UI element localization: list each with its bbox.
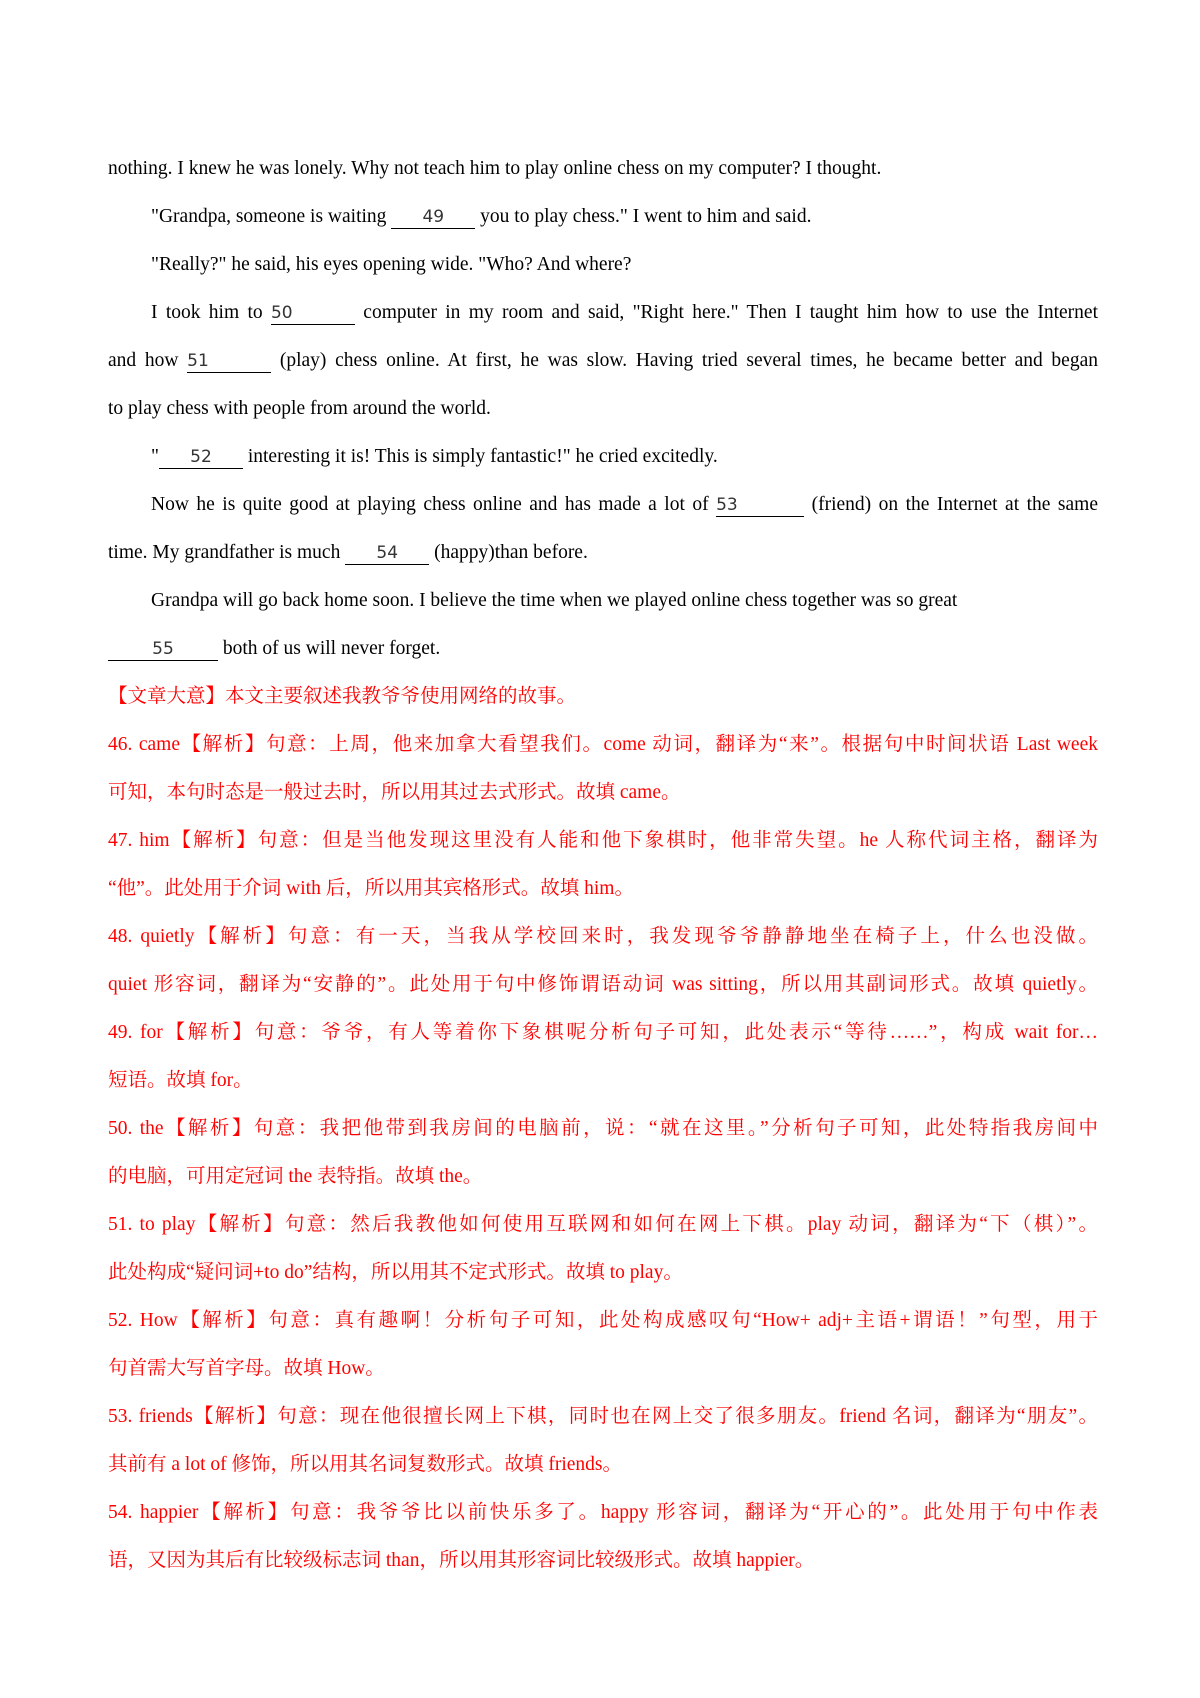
passage-line — [151, 588, 1098, 614]
passage-line — [108, 348, 1098, 374]
analysis-53-cont: 其前有 a lot of 修饰，所以用其名词复数形式。故填 friends。 — [108, 1454, 623, 1475]
passage-text: you to play chess." I went to him and said. — [475, 206, 812, 227]
answer-blank-53: 53 — [716, 494, 804, 517]
analysis-53: 53. friends【解析】句意：现在他很擅长网上下棋，同时也在网上交了很多朋友。friend 名词，翻译为“朋友”。 — [108, 1406, 1098, 1427]
analysis-47: 47. him【解析】句意：但是当他发现这里没有人能和他下象棋时，他非常失望。he 人称代词主格，翻译为 — [108, 830, 1098, 851]
passage-text: interesting it is! This is simply fantastic!" he cried excitedly. — [242, 446, 718, 467]
answer-blank-51: 51 — [187, 350, 271, 373]
passage-text: "Really?" he said, his eyes opening wide. "Who? And where? — [151, 254, 632, 275]
answer-blank-52: 52 — [159, 446, 243, 469]
analysis-49: 49. for【解析】句意：爷爷，有人等着你下象棋呢分析句子可知，此处表示“等待……”，构成 wait for… — [108, 1022, 1098, 1043]
passage-line — [108, 396, 1098, 422]
analysis-50-cont: 的电脑，可用定冠词 the 表特指。故填 the。 — [108, 1166, 483, 1187]
analysis-51: 51. to play【解析】句意：然后我教他如何使用互联网和如何在网上下棋。play 动词，翻译为“下（棋）”。 — [108, 1214, 1098, 1235]
passage-text: computer in my room and said, "Right here." Then I taught him how to use the Internet — [354, 302, 1098, 323]
analysis-52-cont: 句首需大写首字母。故填 How。 — [108, 1358, 385, 1379]
passage-text: and how — [108, 350, 188, 371]
answer-blank-55: 55 — [108, 638, 218, 661]
passage-line — [108, 156, 1098, 182]
passage-line — [151, 252, 1098, 278]
passage-text: nothing. I knew he was lonely. Why not teach him to play online chess on my computer? I thought. — [108, 158, 882, 179]
passage-text: to play chess with people from around the world. — [108, 398, 491, 419]
passage-line — [151, 444, 1098, 470]
analysis-47-cont: “他”。此处用于介词 with 后，所以用其宾格形式。故填 him。 — [108, 878, 634, 899]
analysis-48-cont: quiet 形容词，翻译为“安静的”。此处用于句中修饰谓语动词 was sitting，所以用其副词形式。故填 quietly。 — [108, 974, 1098, 995]
passage-line — [108, 636, 1098, 662]
passage-text: " — [151, 446, 159, 467]
analysis-52: 52. How【解析】句意：真有趣啊！分析句子可知，此处构成感叹句“How+ adj+主语+谓语！”句型，用于 — [108, 1310, 1098, 1331]
answer-blank-54: 54 — [345, 542, 429, 565]
passage-text: time. My grandfather is much — [108, 542, 346, 563]
passage-text: (friend) on the Internet at the same — [804, 494, 1098, 515]
answer-blank-50: 50 — [271, 302, 355, 325]
analysis-50: 50. the【解析】句意：我把他带到我房间的电脑前，说：“就在这里。”分析句子可知，此处特指我房间中 — [108, 1118, 1098, 1139]
passage-line — [151, 204, 1098, 230]
analysis-46-cont: 可知，本句时态是一般过去时，所以用其过去式形式。故填 came。 — [108, 782, 681, 803]
passage-text: I took him to — [151, 302, 271, 323]
passage-text: Now he is quite good at playing chess online and has made a lot of — [151, 494, 717, 515]
analysis-54-cont: 语，又因为其后有比较级标志词 than，所以用其形容词比较级形式。故填 happier。 — [108, 1550, 815, 1571]
answer-blank-49: 49 — [391, 206, 475, 229]
passage-text: (happy)than before. — [429, 542, 588, 563]
passage-line — [151, 300, 1098, 326]
passage-line — [108, 540, 1098, 566]
analysis-51-cont: 此处构成“疑问词+to do”结构，所以用其不定式形式。故填 to play。 — [108, 1262, 683, 1283]
passage-text: (play) chess online. At first, he was slow. Having tried several times, he became better and began — [271, 350, 1098, 371]
passage-text: Grandpa will go back home soon. I believe the time when we played online chess together was so great — [151, 590, 958, 611]
analysis-54: 54. happier【解析】句意：我爷爷比以前快乐多了。happy 形容词，翻译为“开心的”。此处用于句中作表 — [108, 1502, 1098, 1523]
passage-text: both of us will never forget. — [218, 638, 441, 659]
analysis-46: 46. came【解析】句意：上周，他来加拿大看望我们。come 动词，翻译为“来”。根据句中时间状语 Last week — [108, 734, 1098, 755]
passage-text: "Grandpa, someone is waiting — [151, 206, 392, 227]
analysis-49-cont: 短语。故填 for。 — [108, 1070, 253, 1091]
analysis-48: 48. quietly【解析】句意：有一天，当我从学校回来时，我发现爷爷静静地坐在椅子上，什么也没做。 — [108, 926, 1098, 947]
article-summary: 【文章大意】本文主要叙述我教爷爷使用网络的故事。 — [108, 686, 577, 707]
passage-line — [151, 492, 1098, 518]
